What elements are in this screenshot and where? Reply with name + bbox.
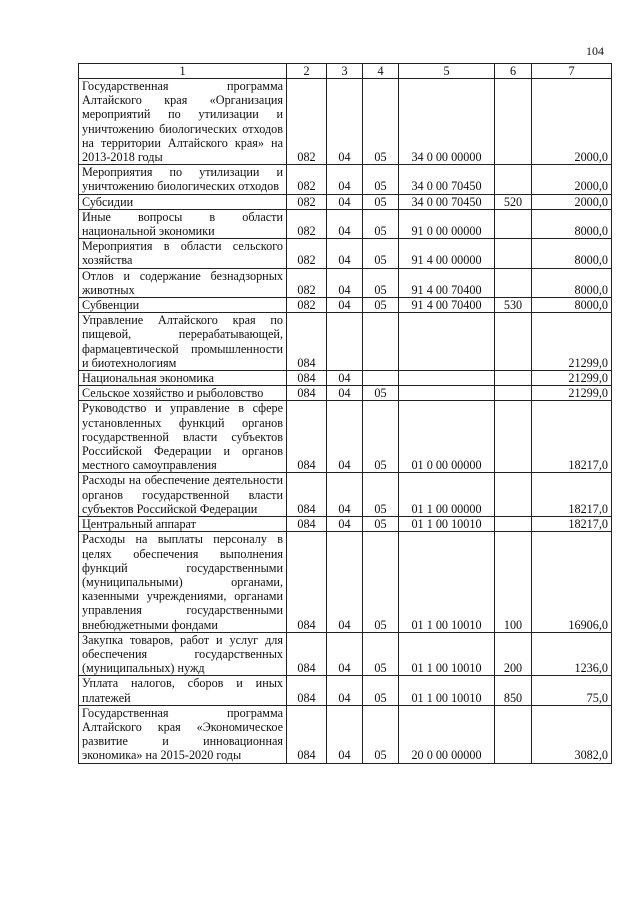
header-col-5: 5 xyxy=(399,64,495,79)
row-col-3: 04 xyxy=(327,473,363,517)
row-col-5: 34 0 00 70450 xyxy=(399,165,495,194)
row-col-2: 084 xyxy=(287,371,327,386)
row-col-5: 91 4 00 70400 xyxy=(399,298,495,313)
row-col-6: 200 xyxy=(495,632,532,676)
row-col-4: 05 xyxy=(363,473,399,517)
row-name: Мероприятия по утилизации и уничтожению биологических отходов xyxy=(79,165,287,194)
row-col-7: 3082,0 xyxy=(532,705,612,763)
row-name: Сельское хозяйство и рыболовство xyxy=(79,386,287,401)
row-col-4: 05 xyxy=(363,268,399,297)
row-name: Отлов и содержание безнадзорных животных xyxy=(79,268,287,297)
row-col-6: 850 xyxy=(495,676,532,705)
table-row xyxy=(79,532,612,632)
table-row xyxy=(79,313,612,371)
row-col-2: 084 xyxy=(287,473,327,517)
row-col-6 xyxy=(495,386,532,401)
row-col-3: 04 xyxy=(327,517,363,532)
row-col-5 xyxy=(399,371,495,386)
row-col-2: 082 xyxy=(287,165,327,194)
row-col-2: 084 xyxy=(287,386,327,401)
row-col-6 xyxy=(495,313,532,371)
row-col-4: 05 xyxy=(363,676,399,705)
row-col-7: 8000,0 xyxy=(532,268,612,297)
row-col-7: 21299,0 xyxy=(532,371,612,386)
header-col-4: 4 xyxy=(363,64,399,79)
row-col-4: 05 xyxy=(363,239,399,268)
table-row xyxy=(79,386,612,401)
row-col-4: 05 xyxy=(363,79,399,165)
row-col-4 xyxy=(363,313,399,371)
row-col-4: 05 xyxy=(363,632,399,676)
page-number: 104 xyxy=(586,44,604,58)
row-col-5: 01 1 00 10010 xyxy=(399,532,495,632)
row-col-4: 05 xyxy=(363,705,399,763)
row-col-2: 082 xyxy=(287,194,327,209)
row-col-4: 05 xyxy=(363,517,399,532)
table-row xyxy=(79,517,612,532)
row-name: Расходы на выплаты персоналу в целях обеспечения выполнения функций государственными (муниципальными) органами, казенными учреждениями, органами управления государственными внебюджетными фондами xyxy=(79,532,287,632)
row-col-2: 084 xyxy=(287,517,327,532)
row-col-3: 04 xyxy=(327,209,363,238)
row-col-7: 8000,0 xyxy=(532,298,612,313)
row-col-6: 530 xyxy=(495,298,532,313)
table-row xyxy=(79,165,612,194)
row-col-4: 05 xyxy=(363,386,399,401)
row-col-3: 04 xyxy=(327,79,363,165)
table-row xyxy=(79,79,612,165)
row-col-5: 01 1 00 00000 xyxy=(399,473,495,517)
row-name: Мероприятия в области сельского хозяйства xyxy=(79,239,287,268)
row-col-2: 082 xyxy=(287,209,327,238)
row-col-5: 01 1 00 10010 xyxy=(399,517,495,532)
row-col-2: 082 xyxy=(287,268,327,297)
row-name: Государственная программа Алтайского края «Экономическое развитие и инновационная экономика» на 2015-2020 годы xyxy=(79,705,287,763)
table-row xyxy=(79,401,612,473)
row-col-2: 082 xyxy=(287,79,327,165)
row-name: Государственная программа Алтайского края «Организация мероприятий по утилизации и уничтожению биологических отходов на территории Алтайского края» на 2013-2018 годы xyxy=(79,79,287,165)
row-name: Иные вопросы в области национальной экономики xyxy=(79,209,287,238)
row-col-5 xyxy=(399,386,495,401)
row-col-6 xyxy=(495,209,532,238)
table-row xyxy=(79,371,612,386)
row-name: Субвенции xyxy=(79,298,287,313)
table-row xyxy=(79,632,612,676)
row-col-5: 20 0 00 00000 xyxy=(399,705,495,763)
row-col-4: 05 xyxy=(363,401,399,473)
row-col-2: 082 xyxy=(287,298,327,313)
row-col-4 xyxy=(363,371,399,386)
row-col-7: 18217,0 xyxy=(532,517,612,532)
row-col-6: 100 xyxy=(495,532,532,632)
row-col-6 xyxy=(495,268,532,297)
header-col-7: 7 xyxy=(532,64,612,79)
row-col-6 xyxy=(495,401,532,473)
row-col-6: 520 xyxy=(495,194,532,209)
row-name: Уплата налогов, сборов и иных платежей xyxy=(79,676,287,705)
row-col-3: 04 xyxy=(327,165,363,194)
row-col-6 xyxy=(495,165,532,194)
row-col-5: 34 0 00 00000 xyxy=(399,79,495,165)
table-row xyxy=(79,705,612,763)
row-col-2: 084 xyxy=(287,632,327,676)
table-row xyxy=(79,209,612,238)
row-name: Руководство и управление в сфере установленных функций органов государственной власти субъектов Российской Федерации и органов местного самоуправления xyxy=(79,401,287,473)
row-col-3: 04 xyxy=(327,632,363,676)
row-col-7: 16906,0 xyxy=(532,532,612,632)
row-col-4: 05 xyxy=(363,532,399,632)
table-row xyxy=(79,298,612,313)
row-col-3: 04 xyxy=(327,194,363,209)
row-col-5: 01 1 00 10010 xyxy=(399,632,495,676)
table-row xyxy=(79,268,612,297)
row-col-7: 2000,0 xyxy=(532,194,612,209)
row-col-3: 04 xyxy=(327,401,363,473)
row-name: Национальная экономика xyxy=(79,371,287,386)
table-row xyxy=(79,194,612,209)
row-col-5: 01 0 00 00000 xyxy=(399,401,495,473)
header-col-1: 1 xyxy=(79,64,287,79)
row-col-7: 2000,0 xyxy=(532,165,612,194)
row-name: Центральный аппарат xyxy=(79,517,287,532)
row-col-4: 05 xyxy=(363,165,399,194)
header-col-6: 6 xyxy=(495,64,532,79)
row-col-2: 084 xyxy=(287,401,327,473)
row-col-5 xyxy=(399,313,495,371)
row-col-5: 01 1 00 10010 xyxy=(399,676,495,705)
row-col-4: 05 xyxy=(363,194,399,209)
row-col-3: 04 xyxy=(327,371,363,386)
row-col-3: 04 xyxy=(327,268,363,297)
row-col-7: 18217,0 xyxy=(532,401,612,473)
row-col-2: 082 xyxy=(287,239,327,268)
header-col-2: 2 xyxy=(287,64,327,79)
budget-table xyxy=(78,63,612,764)
row-col-4: 05 xyxy=(363,298,399,313)
header-row xyxy=(79,64,612,79)
row-col-6 xyxy=(495,473,532,517)
table-row xyxy=(79,676,612,705)
row-col-7: 21299,0 xyxy=(532,313,612,371)
table-row xyxy=(79,473,612,517)
row-col-3: 04 xyxy=(327,705,363,763)
row-col-6 xyxy=(495,517,532,532)
row-col-5: 34 0 00 70450 xyxy=(399,194,495,209)
table-body xyxy=(79,79,612,764)
header-col-3: 3 xyxy=(327,64,363,79)
row-name: Субсидии xyxy=(79,194,287,209)
row-col-7: 75,0 xyxy=(532,676,612,705)
row-col-7: 2000,0 xyxy=(532,79,612,165)
row-col-7: 8000,0 xyxy=(532,209,612,238)
row-col-2: 084 xyxy=(287,532,327,632)
row-name: Закупка товаров, работ и услуг для обеспечения государственных (муниципальных) нужд xyxy=(79,632,287,676)
row-col-6 xyxy=(495,239,532,268)
row-col-3: 04 xyxy=(327,386,363,401)
row-col-3: 04 xyxy=(327,298,363,313)
row-col-5: 91 4 00 70400 xyxy=(399,268,495,297)
row-col-5: 91 0 00 00000 xyxy=(399,209,495,238)
row-name: Управление Алтайского края по пищевой, перерабатывающей, фармацевтической промышленности и биотехнологиям xyxy=(79,313,287,371)
row-col-4: 05 xyxy=(363,209,399,238)
row-col-2: 084 xyxy=(287,676,327,705)
row-name: Расходы на обеспечение деятельности органов государственной власти субъектов Российской Федерации xyxy=(79,473,287,517)
row-col-3 xyxy=(327,313,363,371)
row-col-3: 04 xyxy=(327,676,363,705)
row-col-3: 04 xyxy=(327,532,363,632)
row-col-7: 1236,0 xyxy=(532,632,612,676)
row-col-7: 21299,0 xyxy=(532,386,612,401)
row-col-2: 084 xyxy=(287,313,327,371)
table-row xyxy=(79,239,612,268)
row-col-6 xyxy=(495,705,532,763)
row-col-7: 18217,0 xyxy=(532,473,612,517)
row-col-3: 04 xyxy=(327,239,363,268)
row-col-2: 084 xyxy=(287,705,327,763)
row-col-5: 91 4 00 00000 xyxy=(399,239,495,268)
row-col-6 xyxy=(495,79,532,165)
row-col-7: 8000,0 xyxy=(532,239,612,268)
row-col-6 xyxy=(495,371,532,386)
